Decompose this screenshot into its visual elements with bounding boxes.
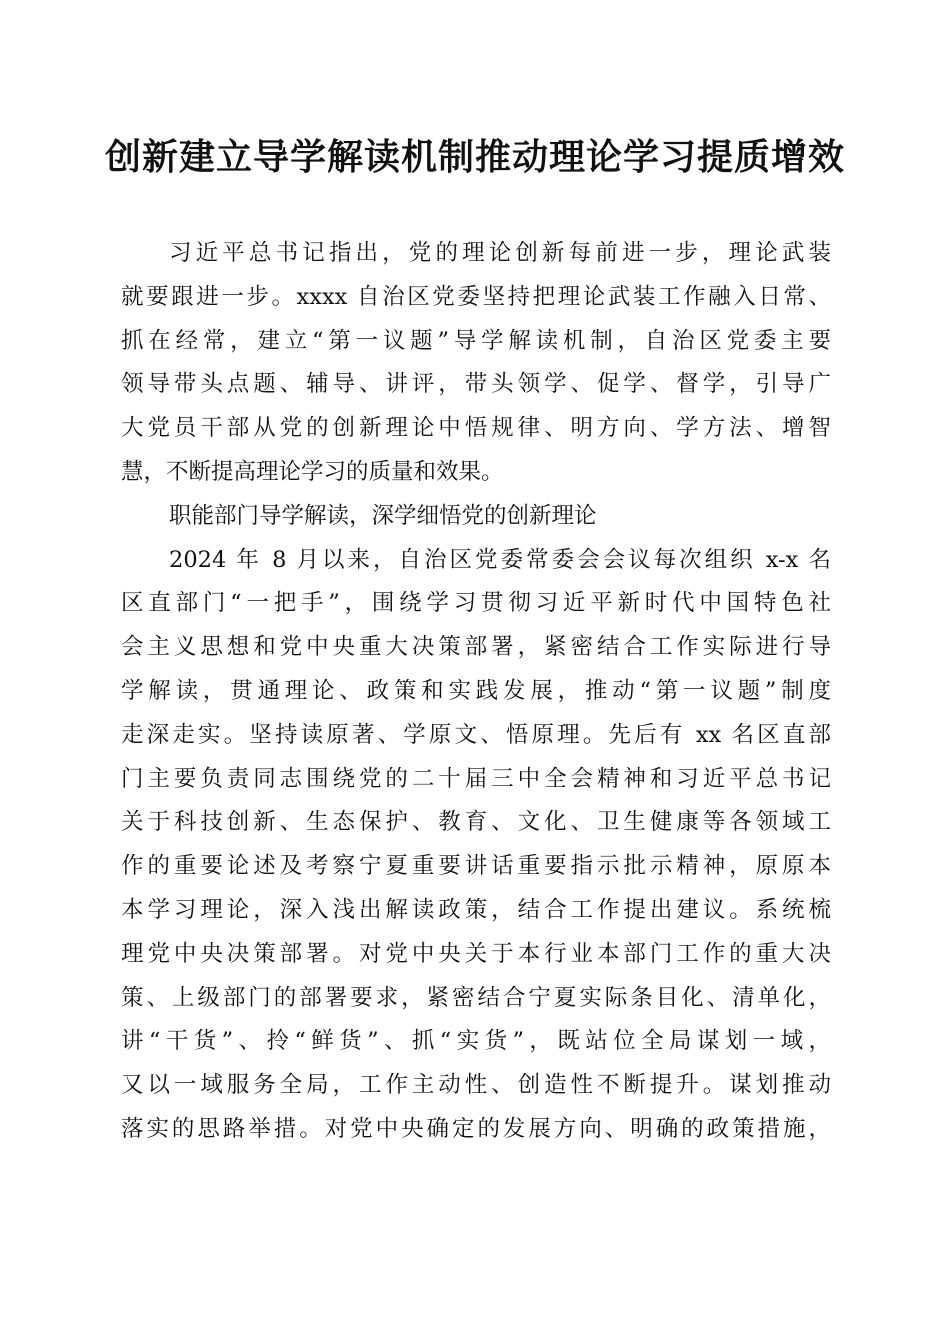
- paragraph-2-line-13: 又以一域服务全局，工作主动性、创造性不断提升。谋划推动: [121, 1072, 831, 1099]
- paragraph-2-line-10: 理党中央决策部署。对党中央关于本行业本部门工作的重大决: [121, 940, 831, 967]
- paragraph-1-line-3: 抓在经常，建立“第一议题”导学解读机制，自治区党委主要: [121, 327, 831, 354]
- paragraph-2-line-4: 学解读，贯通理论、政策和实践发展，推动“第一议题”制度: [121, 677, 831, 704]
- paragraph-2-line-9: 本学习理论，深入浅出解读政策，结合工作提出建议。系统梳: [121, 896, 831, 923]
- paragraph-2-line-7: 关于科技创新、生态保护、教育、文化、卫生健康等各领域工: [121, 809, 831, 836]
- paragraph-1-line-6: 慧，不断提高理论学习的质量和效果。: [121, 458, 504, 485]
- paragraph-1-line-2: 就要跟进一步。xxxx 自治区党委坚持把理论武装工作融入日常、: [121, 283, 831, 310]
- paragraph-1-line-4: 领导带头点题、辅导、讲评，带头领学、促学、督学，引导广: [121, 371, 831, 398]
- paragraph-2-line-3: 会主义思想和党中央重大决策部署，紧密结合工作实际进行导: [121, 634, 831, 661]
- paragraph-2-line-14: 落实的思路举措。对党中央确定的发展方向、明确的政策措施，: [121, 1115, 831, 1142]
- paragraph-1-line-5: 大党员干部从党的创新理论中悟规律、明方向、学方法、增智: [121, 415, 831, 442]
- document-title: 创新建立导学解读机制推动理论学习提质增效: [104, 137, 845, 178]
- paragraph-2-line-5: 走深走实。坚持读原著、学原文、悟原理。先后有 xx 名区直部: [121, 721, 831, 748]
- paragraph-2-line-11: 策、上级部门的部署要求，紧密结合宁夏实际条目化、清单化，: [121, 984, 831, 1011]
- paragraph-2-line-12: 讲“干货”、拎“鲜货”、抓“实货”，既站位全局谋划一域，: [121, 1028, 831, 1055]
- section-heading: 职能部门导学解读，深学细悟党的创新理论: [169, 502, 597, 529]
- paragraph-2-line-6: 门主要负责同志围绕党的二十届三中全会精神和习近平总书记: [121, 765, 831, 792]
- paragraph-2-line-8: 作的重要论述及考察宁夏重要讲话重要指示批示精神，原原本: [121, 853, 831, 880]
- document-body: [121, 232, 831, 1152]
- paragraph-1-line-1: 习近平总书记指出，党的理论创新每前进一步，理论武装: [169, 240, 831, 266]
- paragraph-2-line-1: 2024 年 8 月以来，自治区党委常委会会议每次组织 x-x 名: [169, 546, 831, 573]
- paragraph-2-line-2: 区直部门“一把手”，围绕学习贯彻习近平新时代中国特色社: [121, 590, 831, 617]
